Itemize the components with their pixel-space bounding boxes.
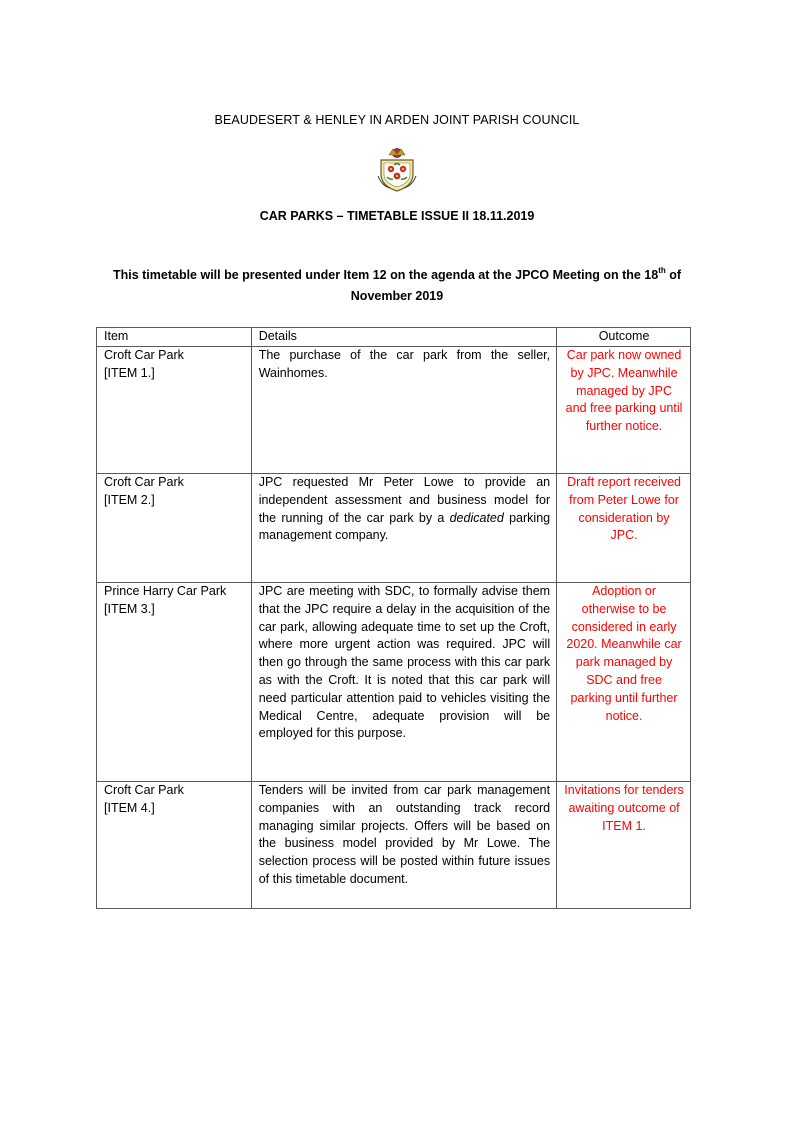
document-title: CAR PARKS – TIMETABLE ISSUE II 18.11.2019 bbox=[259, 209, 535, 223]
item-name: Prince Harry Car Park bbox=[104, 584, 227, 598]
intro-superscript: th bbox=[658, 265, 666, 275]
item-name: Croft Car Park bbox=[104, 783, 184, 797]
item-reference: [ITEM 4.] bbox=[104, 800, 155, 815]
item-reference: [ITEM 1.] bbox=[104, 365, 155, 380]
item-reference: [ITEM 3.] bbox=[104, 601, 155, 616]
table-header-row bbox=[97, 328, 691, 347]
details-cell: JPC are meeting with SDC, to formally advise them that the JPC require a delay in the acquisition of the car park, allowing adequate time to set up the Croft, where more urgent action was required. JPC will then go through the same process with this car park as with the Croft. It is noted that this car park will need particular attention paid to vehicles visiting the Medical Centre, adequate provision will be employed for this purpose. bbox=[251, 583, 556, 782]
intro-statement bbox=[96, 265, 698, 307]
outcome-cell: Invitations for tenders awaiting outcome of ITEM 1. bbox=[557, 782, 691, 909]
details-text-start: JPC requested Mr Peter Lowe to provide an independent assessment and business model for the running of the car park by a bbox=[258, 475, 551, 525]
item-name: Croft Car Park bbox=[104, 475, 184, 489]
header-item: Item bbox=[97, 328, 252, 347]
table-row bbox=[97, 782, 691, 909]
item-cell bbox=[97, 474, 252, 583]
details-cell: The purchase of the car park from the seller, Wainhomes. bbox=[251, 347, 556, 474]
outcome-cell: Car park now owned by JPC. Meanwhile managed by JPC and free parking until further notice. bbox=[557, 347, 691, 474]
outcome-cell: Draft report received from Peter Lowe for consideration by JPC. bbox=[557, 474, 691, 583]
intro-text-start: This timetable will be presented under Item 12 on the agenda at the JPCO Meeting on the 18 bbox=[112, 268, 659, 282]
council-name: BEAUDESERT & HENLEY IN ARDEN JOINT PARISH COUNCIL bbox=[214, 113, 580, 127]
car-parks-timetable bbox=[96, 327, 691, 909]
item-cell bbox=[97, 782, 252, 909]
header-outcome: Outcome bbox=[557, 328, 691, 347]
item-reference: [ITEM 2.] bbox=[104, 492, 155, 507]
details-text-end: parking management company. bbox=[258, 510, 551, 543]
item-cell bbox=[97, 347, 252, 474]
header-details: Details bbox=[251, 328, 556, 347]
item-name: Croft Car Park bbox=[104, 348, 184, 362]
council-crest-icon bbox=[376, 146, 418, 192]
details-emphasis: dedicated bbox=[449, 510, 504, 525]
intro-text-end: of November 2019 bbox=[350, 268, 682, 303]
outcome-cell: Adoption or otherwise to be considered in early 2020. Meanwhile car park managed by SDC and free parking until further notice. bbox=[557, 583, 691, 782]
table-row bbox=[97, 583, 691, 782]
details-cell bbox=[251, 474, 556, 583]
item-cell bbox=[97, 583, 252, 782]
table-row bbox=[97, 474, 691, 583]
details-cell: Tenders will be invited from car park management companies with an outstanding track record managing similar projects. Offers will be based on the business model provided by Mr Lowe. The selection process will be posted within future issues of this timetable document. bbox=[251, 782, 556, 909]
table-row bbox=[97, 347, 691, 474]
